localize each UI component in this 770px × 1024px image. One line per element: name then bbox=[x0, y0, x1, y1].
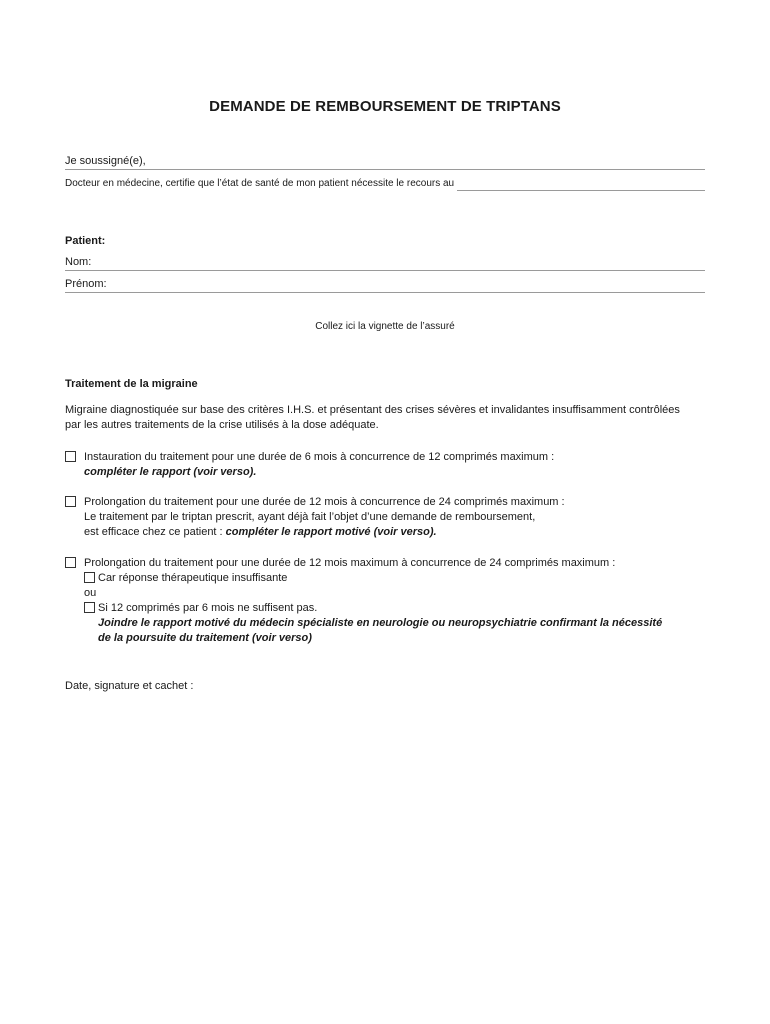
prenom-label: Prénom: bbox=[65, 278, 107, 290]
intro-line-1: Migraine diagnostiquée sur base des critères I.H.S. et présentant des crises sévères et invalidantes insuffisamment contrôlées bbox=[65, 404, 680, 416]
patient-heading: Patient: bbox=[65, 235, 106, 247]
docteur-label: Docteur en médecine, certifie que l’état de santé de mon patient nécessite le recours au bbox=[65, 178, 455, 189]
option-prolongation-insuffisant bbox=[65, 556, 715, 646]
option-prolongation-insuffisant-checkbox[interactable] bbox=[65, 557, 76, 568]
option-prolongation-efficace-checkbox[interactable] bbox=[65, 496, 76, 507]
soussigne-field[interactable] bbox=[65, 154, 705, 170]
option2-line-1: Prolongation du traitement pour une durée de 12 mois à concurrence de 24 comprimés maximum : bbox=[84, 496, 565, 508]
option1-line-1: Instauration du traitement pour une durée de 6 mois à concurrence de 12 comprimés maximum : bbox=[84, 451, 555, 463]
sub-option-comprimes-checkbox[interactable] bbox=[84, 602, 95, 613]
sub-option-comprimes-label: Si 12 comprimés par 6 mois ne suffisent pas. bbox=[98, 602, 318, 614]
option3-bold-line-2: de la poursuite du traitement (voir verso) bbox=[98, 632, 312, 644]
treatment-intro bbox=[65, 403, 715, 433]
option1-line-2: compléter le rapport (voir verso). bbox=[84, 466, 257, 478]
vignette-area: Collez ici la vignette de l’assuré bbox=[315, 321, 455, 332]
option2-line-3-plain: est efficace chez ce patient : bbox=[84, 526, 223, 538]
treatment-heading: Traitement de la migraine bbox=[65, 378, 198, 390]
sub-option-reponse-checkbox[interactable] bbox=[84, 572, 95, 583]
option3-bold-line-1: Joindre le rapport motivé du médecin spécialiste en neurologie ou neuropsychiatrie confirmant la nécessité bbox=[98, 617, 663, 629]
date-signature-label: Date, signature et cachet : bbox=[65, 680, 194, 692]
nom-label: Nom: bbox=[65, 256, 92, 268]
page-title: DEMANDE DE REMBOURSEMENT DE TRIPTANS bbox=[209, 98, 561, 115]
option2-line-2: Le traitement par le triptan prescrit, ayant déjà fait l’objet d’une demande de remboursement, bbox=[84, 511, 536, 523]
option-instauration-checkbox[interactable] bbox=[65, 451, 76, 462]
intro-line-2: par les autres traitements de la crise utilisés à la dose adéquate. bbox=[65, 419, 379, 431]
sub-option-reponse bbox=[84, 571, 715, 586]
prenom-field[interactable] bbox=[65, 277, 705, 293]
docteur-field[interactable] bbox=[65, 176, 705, 191]
nom-field[interactable] bbox=[65, 255, 705, 271]
option2-line-3 bbox=[84, 525, 715, 540]
sub-option-reponse-label: Car réponse thérapeutique insuffisante bbox=[98, 572, 288, 584]
option3-line-1: Prolongation du traitement pour une durée de 12 mois maximum à concurrence de 24 comprimés maximum : bbox=[84, 557, 616, 569]
option3-ou: ou bbox=[84, 587, 97, 599]
docteur-fill-line[interactable] bbox=[457, 178, 705, 191]
sub-option-comprimes bbox=[84, 601, 715, 616]
soussigne-label: Je soussigné(e), bbox=[65, 155, 146, 167]
option-instauration bbox=[65, 450, 715, 480]
option2-line-3-bold: compléter le rapport motivé (voir verso). bbox=[225, 526, 437, 538]
option-prolongation-efficace bbox=[65, 495, 715, 540]
